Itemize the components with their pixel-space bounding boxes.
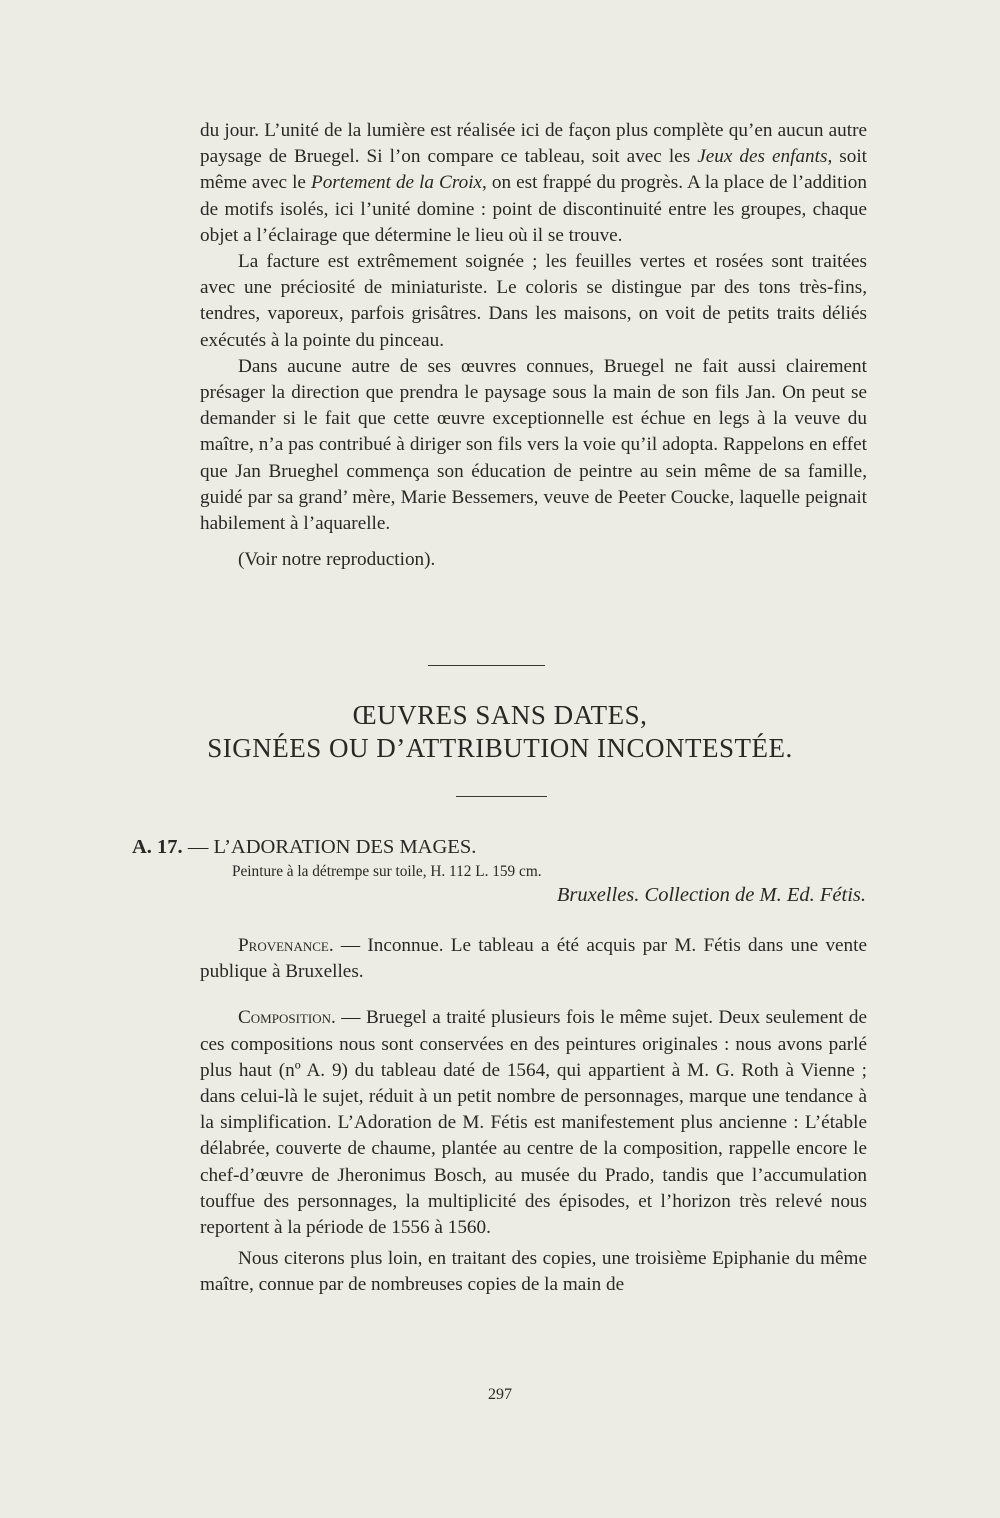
text-run: , soit même avec le [200,146,867,194]
paragraph-provenance [200,933,867,985]
text-run: , on est frappé du progrès. A la place de l’addition de motifs isolés, ici l’unité domine : point de discontinuité entre les groupes, chaque objet a l’éclairage que détermine le lieu où il se trouve. [200,172,867,246]
section-heading-line-2: SIGNÉES OU D’ATTRIBUTION INCONTESTÉE. [207,733,793,763]
artwork-title-jeux: Jeux des enfants [697,146,828,168]
paragraph-jan: Dans aucune autre de ses œuvres connues, Bruegel ne fait aussi clairement présager la direction que prendra le paysage sous la main de son fils Jan. On peut se demander si le fait que cette œuvre exceptionnelle est échue en legs à la veuve du maître, n’a pas contribué à diriger son fils vers la voie qu’il adopta. Rappelons en effet que Jan Brueghel commença son éducation de peintre au sein même de sa famille, guidé par sa grand’ mère, Marie Bessemers, veuve de Peeter Coucke, laquelle peignait habilement à l’aquarelle. [200,355,867,535]
paragraph-epiphanie: Nous citerons plus loin, en traitant des copies, une troisième Epiphanie du même maître, connue par de nombreuses copies de la main de [200,1248,867,1296]
entry-collection: Bruxelles. Collection de M. Ed. Fétis. [556,884,866,906]
entry-medium: Peinture à la détrempe sur toile, H. 112 L. 159 cm. [232,863,542,880]
artwork-title-portement: Portement de la Croix [310,172,483,194]
paragraph-composition [200,1005,867,1241]
provenance-label: Provenance. [238,935,334,956]
page-number: 297 [488,1386,512,1403]
divider-top [428,665,545,666]
entry-title [132,836,476,859]
composition-label: Composition. [238,1007,336,1029]
divider-bottom [456,796,547,797]
section-heading-line-1: ŒUVRES SANS DATES, [352,700,648,730]
paragraph-reproduction: (Voir notre reproduction). [238,549,436,571]
paragraph-facture: La facture est extrêmement soignée ; les feuilles vertes et rosées sont traitées avec une préciosité de miniaturiste. Le coloris se distingue par des tons très-fins, tendres, vaporeux, parfois grisâtres. Dans les maisons, on voit de petits traits déliés exécutés à la pointe du pinceau. [200,251,867,351]
entry-name: — L’ADORATION DES MAGES. [182,836,477,858]
intro-text [200,118,867,573]
paragraph-unity [200,118,867,249]
entry-body [200,933,867,1299]
entry-number: A. 17. [132,836,183,858]
text-run: du jour. L’unité de la lumière est réalisée ici de façon plus complète qu’en aucun autre paysage de Bruegel. Si l’on compare ce tableau, soit avec les [200,120,867,168]
composition-text: — Bruegel a traité plusieurs fois le même sujet. Deux seulement de ces compositions nous sont conservées en des peintures originales : nous avons parlé plus haut (nº A. 9) du tableau daté de 1564, qui appartient à M. G. Roth à Vienne ; dans celui-là le sujet, réduit à un petit nombre de personnages, marque une tendance à la simplification. L’Adoration de M. Fétis est manifestement plus ancienne : L’étable délabrée, couverte de chaume, plantée au centre de la composition, rappelle encore le chef-d’œuvre de Jheronimus Bosch, au musée du Prado, tandis que l’accumulation touffue des personnages, la multiplicité des épisodes, et l’horizon très relevé nous reportent à la période de 1556 à 1560. [200,1007,867,1239]
provenance-text: — Inconnue. Le tableau a été acquis par M. Fétis dans une vente publique à Bruxelles. [200,935,867,983]
